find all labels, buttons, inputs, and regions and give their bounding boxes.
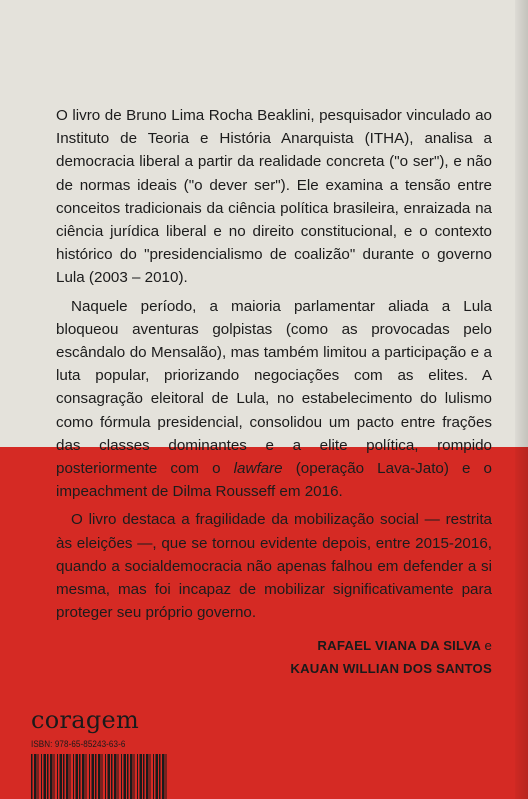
publisher-logo: coragem (31, 706, 140, 734)
blurb-paragraph-2-end: (operação Lava-Jato) e o impeachment de Dilma Rousseff em 2016. (56, 460, 492, 501)
barcode-icon (31, 754, 167, 799)
author-conjunction: e (484, 638, 492, 653)
back-cover-blurb (56, 104, 492, 624)
spine-shadow (515, 0, 528, 799)
blurb-paragraph-1: O livro de Bruno Lima Rocha Beaklini, pesquisador vinculado ao Instituto de Teoria e História Anarquista (ITHA), analisa a democracia liberal a partir da realidade concreta ("o ser"), e não de normas ideais ("o dever ser"). Ele examina a tensão entre conceitos tradicionais da ciência política brasileira, enraizada na ciência jurídica liberal e no direito constitucional, e o contexto histórico do "presidencialismo de coalizão" durante o governo Lula (2003 – 2010). (56, 107, 492, 287)
isbn-text: ISBN: 978-65-85243-63-6 (31, 739, 126, 750)
blurb-paragraph-2 (56, 295, 492, 504)
author-1: RAFAEL VIANA DA SILVA (317, 638, 481, 653)
blurb-paragraph-3: O livro destaca a fragilidade da mobilização social — restrita às eleições —, que se tornou evidente depois, entre 2015-2016, quando a socialdemocracia não apenas falhou em defender a si mesma, mas foi incapaz de mobilizar significativamente para proteger seu próprio governo. (56, 511, 492, 622)
blurb-paragraph-2-start: Naquele período, a maioria parlamentar aliada a Lula bloqueou aventuras golpistas (como as provocadas pelo escândalo do Mensalão), mas também limitou a participação e a luta popular, priorizando negociações com as elites. A consagração eleitoral de Lula, no estabelecimento do lulismo como fórmula presidencial, consolidou um pacto entre frações das classes dominantes e a elite política, rompido posteriormente com o (56, 297, 492, 478)
lawfare-term: lawfare (233, 460, 283, 478)
author-credits (250, 634, 492, 680)
author-line-1 (250, 634, 492, 657)
author-2: KAUAN WILLIAN DOS SANTOS (290, 661, 492, 676)
